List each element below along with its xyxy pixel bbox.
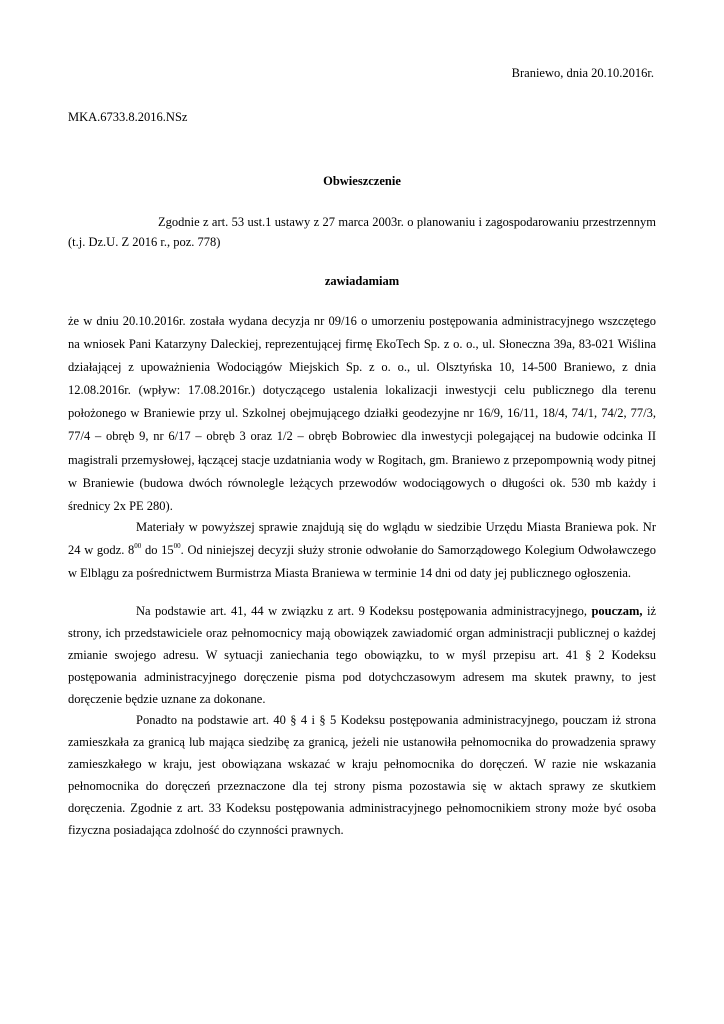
document-title: Obwieszczenie [323,174,401,188]
instruction-text-a: Na podstawie art. 41, 44 w związku z art. 9 Kodeksu postępowania administracyjnego, [136,604,592,618]
date-line: Braniewo, dnia 20.10.2016r. [511,66,654,80]
hour-superscript: 00 [173,542,181,551]
hour-superscript: 00 [134,542,142,551]
materials-text-a: Materiały w powyższej sprawie znajdują się do wglądu w siedzibie Urzędu Miasta Braniewa pok. Nr 24 w godz. 8 [68,520,656,558]
decision-paragraph: że w dniu 20.10.2016r. została wydana decyzja nr 09/16 o umorzeniu postępowania administracyjnego wszczętego na wniosek Pani Katarzyny Daleckiej, reprezentującej firmę EkoTech Sp. z o. o., ul. Słoneczna 39a, 83-021 Wiślina działającej z upoważnienia Wodociągów Miejskich Sp. z o. o., ul. Olsztyńska 10, 14-500 Braniewo, z dnia 12.08.2016r. (wpływ: 17.08.2016r.) dotyczącego ustalenia lokalizacji inwestycji celu publicznego dla terenu położonego w Braniewie przy ul. Szkolnej obejmującego działki geodezyjne nr 16/9, 16/11, 18/4, 74/1, 74/2, 77/3, 77/4 – obręb 9, nr 6/17 – obręb 3 oraz 1/2 – obręb Bobrowiec dla inwestycji polegającej na budowie odcinka II magistrali przemysłowej, łączącej stacje uzdatniania wody w Rogitach, gm. Braniewo z przepompownią wody pitnej w Braniewie (budowa dwóch równolegle leżących przewodów wodociągowych o długości ok. 530 mb każdy i średnicy 2x PE 280). [68,314,656,513]
materials-text-b: do 15 [141,543,174,558]
instruction-paragraph [68,600,656,710]
instruction-emphasis: pouczam, [591,604,643,618]
materials-text-c: . Od niniejszej decyzji służy stronie odwołanie do Samorządowego Kolegium Odwoławczego w Elblągu za pośrednictwem Burmistrza Miasta Braniewa w terminie 14 dni od daty jej publicznego ogłoszenia. [68,543,657,581]
instruction-text-b: iż strony, ich przedstawiciele oraz pełnomocnicy mają obowiązek zawiadomić organ administracji publicznej o każdej zmianie swojego adresu. W sytuacji zaniechania tego obowiązku, to w myśl przepisu art. 41 § 2 Kodeksu postępowania administracyjnego doręczenie pisma pod dotychczasowym adresem ma skutek prawny, to jest doręczenie będzie uznane za dokonane. [68,604,656,706]
materials-paragraph [68,516,656,585]
announcement-heading: zawiadamiam [324,274,400,288]
legal-basis: Zgodnie z art. 53 ust.1 ustawy z 27 marca 2003r. o planowaniu i zagospodarowaniu przestrzennym (t.j. Dz.U. Z 2016 r., poz. 778) [68,215,656,249]
abroad-paragraph: Ponadto na podstawie art. 40 § 4 i § 5 Kodeksu postępowania administracyjnego, pouczam iż strona zamieszkała za granicą lub mająca siedzibę za granicą, jeżeli nie ustanowiła pełnomocnika do prowadzenia sprawy zamieszkałego w kraju, jest obowiązana wskazać w kraju pełnomocnika do doręczeń. W razie nie wskazania pełnomocnika do doręczeń przeznaczone dla tej strony pisma pozostawia się w aktach sprawy ze skutkiem doręczenia. Zgodnie z art. 33 Kodeksu postępowania administracyjnego pełnomocnikiem strony może być osoba fizyczna posiadająca zdolność do czynności prawnych. [68,713,656,837]
reference-number: MKA.6733.8.2016.NSz [68,110,188,124]
